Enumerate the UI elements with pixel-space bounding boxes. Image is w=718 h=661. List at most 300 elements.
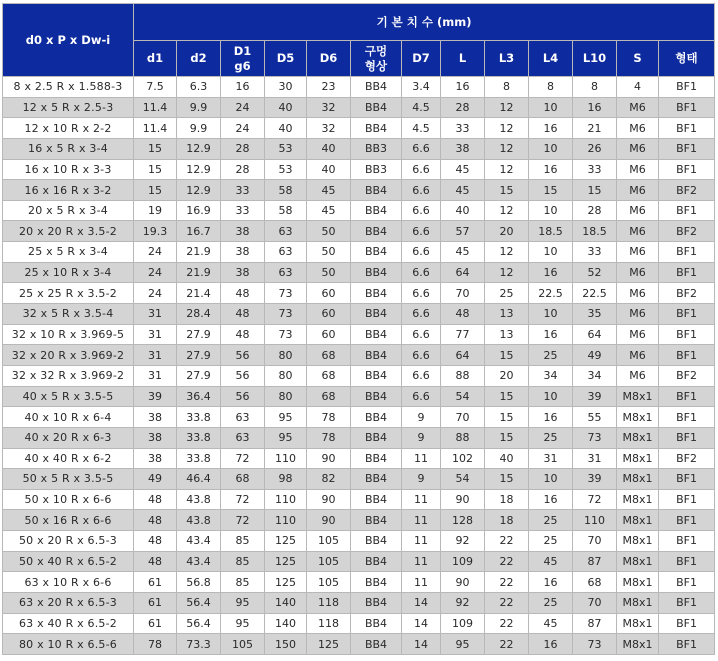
cell-D5: 98 [265,469,307,490]
cell-D6: 68 [307,386,351,407]
cell-L: 92 [441,593,485,614]
table-row [3,469,715,490]
cell-D5: 80 [265,365,307,386]
cell-S: M8x1 [617,448,659,469]
cell-D1: 48 [221,324,265,345]
cell-L3: 12 [485,138,529,159]
cell-size: 16 x 5 R x 3-4 [3,138,134,159]
cell-L: 64 [441,262,485,283]
cell-D7: 6.6 [402,365,441,386]
cell-size: 25 x 10 R x 3-4 [3,262,134,283]
cell-type: BF2 [659,180,715,201]
cell-L4: 16 [529,324,573,345]
cell-L: 45 [441,180,485,201]
cell-d1: 38 [134,448,177,469]
table-body [3,77,715,655]
cell-size: 50 x 40 R x 6.5-2 [3,551,134,572]
cell-L10: 26 [573,138,617,159]
cell-d2: 27.9 [177,324,221,345]
cell-d2: 43.4 [177,531,221,552]
cell-D6: 125 [307,634,351,655]
cell-D6: 60 [307,283,351,304]
cell-D1: 28 [221,138,265,159]
cell-D7: 6.6 [402,180,441,201]
cell-D7: 6.6 [402,242,441,263]
table-row [3,221,715,242]
cell-L: 45 [441,242,485,263]
cell-d1: 11.4 [134,118,177,139]
cell-type: BF1 [659,510,715,531]
cell-L4: 10 [529,242,573,263]
cell-type: BF2 [659,365,715,386]
cell-size: 50 x 10 R x 6-6 [3,489,134,510]
table-row [3,448,715,469]
col-header-d2: d2 [177,41,221,77]
cell-D7: 6.6 [402,138,441,159]
table-row [3,407,715,428]
cell-d2: 43.8 [177,489,221,510]
table-row [3,365,715,386]
cell-d2: 27.9 [177,365,221,386]
spec-table-container [2,3,715,655]
cell-S: M6 [617,365,659,386]
cell-type: BF1 [659,407,715,428]
cell-L4: 10 [529,386,573,407]
cell-size: 32 x 32 R x 3.969-2 [3,365,134,386]
cell-size: 32 x 5 R x 3.5-4 [3,304,134,325]
cell-S: M8x1 [617,572,659,593]
cell-L3: 20 [485,221,529,242]
cell-type: BF1 [659,324,715,345]
cell-hole-shape: BB4 [351,386,402,407]
table-row [3,159,715,180]
cell-size: 20 x 20 R x 3.5-2 [3,221,134,242]
cell-L4: 34 [529,365,573,386]
cell-size: 32 x 20 R x 3.969-2 [3,345,134,366]
cell-D6: 68 [307,365,351,386]
cell-D6: 32 [307,97,351,118]
col-header-L3: L3 [485,41,529,77]
cell-L: 57 [441,221,485,242]
cell-hole-shape: BB4 [351,324,402,345]
cell-D6: 82 [307,469,351,490]
cell-size: 63 x 20 R x 6.5-3 [3,593,134,614]
cell-size: 50 x 16 R x 6-6 [3,510,134,531]
cell-hole-shape: BB4 [351,634,402,655]
cell-D1: 28 [221,159,265,180]
cell-D1: 85 [221,572,265,593]
cell-d1: 24 [134,242,177,263]
cell-L3: 12 [485,118,529,139]
cell-d2: 43.4 [177,551,221,572]
cell-L10: 87 [573,613,617,634]
cell-D1: 72 [221,448,265,469]
cell-D7: 14 [402,613,441,634]
cell-type: BF1 [659,531,715,552]
cell-L10: 33 [573,242,617,263]
cell-D1: 38 [221,221,265,242]
cell-D5: 53 [265,138,307,159]
cell-D6: 50 [307,221,351,242]
cell-L3: 15 [485,469,529,490]
cell-D6: 105 [307,531,351,552]
table-row [3,200,715,221]
cell-hole-shape: BB4 [351,365,402,386]
cell-L10: 39 [573,469,617,490]
table-row [3,531,715,552]
cell-L4: 25 [529,427,573,448]
cell-size: 40 x 20 R x 6-3 [3,427,134,448]
cell-L: 16 [441,77,485,98]
cell-S: M8x1 [617,469,659,490]
cell-hole-shape: BB4 [351,77,402,98]
cell-L4: 16 [529,159,573,180]
cell-L4: 8 [529,77,573,98]
cell-L4: 22.5 [529,283,573,304]
cell-D6: 32 [307,118,351,139]
cell-d1: 31 [134,345,177,366]
cell-D1: 24 [221,118,265,139]
cell-hole-shape: BB4 [351,510,402,531]
cell-S: M8x1 [617,407,659,428]
cell-D6: 68 [307,345,351,366]
cell-d1: 38 [134,407,177,428]
cell-type: BF1 [659,200,715,221]
cell-D7: 6.6 [402,221,441,242]
cell-D6: 118 [307,593,351,614]
cell-d1: 39 [134,386,177,407]
cell-L3: 12 [485,262,529,283]
cell-S: M6 [617,138,659,159]
cell-d1: 31 [134,304,177,325]
col-header-D6: D6 [307,41,351,77]
cell-hole-shape: BB4 [351,200,402,221]
col-header-D7: D7 [402,41,441,77]
cell-hole-shape: BB4 [351,469,402,490]
cell-D1: 33 [221,200,265,221]
cell-S: 4 [617,77,659,98]
cell-hole-shape: BB4 [351,304,402,325]
cell-L3: 15 [485,427,529,448]
cell-size: 63 x 40 R x 6.5-2 [3,613,134,634]
cell-D5: 63 [265,242,307,263]
col-header-d1: d1 [134,41,177,77]
cell-D7: 11 [402,531,441,552]
cell-d1: 19 [134,200,177,221]
cell-d2: 6.3 [177,77,221,98]
cell-hole-shape: BB4 [351,593,402,614]
table-row [3,427,715,448]
cell-d1: 19.3 [134,221,177,242]
cell-S: M6 [617,180,659,201]
cell-D1: 95 [221,613,265,634]
cell-L4: 16 [529,572,573,593]
cell-L3: 15 [485,407,529,428]
cell-L10: 73 [573,427,617,448]
cell-size: 8 x 2.5 R x 1.588-3 [3,77,134,98]
cell-L4: 45 [529,551,573,572]
cell-L: 90 [441,572,485,593]
cell-L10: 34 [573,365,617,386]
table-row [3,304,715,325]
cell-D5: 110 [265,489,307,510]
cell-D1: 56 [221,345,265,366]
cell-L10: 18.5 [573,221,617,242]
cell-d2: 9.9 [177,118,221,139]
cell-D7: 9 [402,427,441,448]
cell-d1: 48 [134,489,177,510]
cell-D5: 110 [265,510,307,531]
cell-hole-shape: BB4 [351,531,402,552]
cell-size: 12 x 10 R x 2-2 [3,118,134,139]
cell-L3: 22 [485,572,529,593]
cell-size: 16 x 16 R x 3-2 [3,180,134,201]
cell-L4: 25 [529,531,573,552]
cell-D5: 125 [265,572,307,593]
cell-L4: 16 [529,118,573,139]
cell-L4: 15 [529,180,573,201]
cell-L: 102 [441,448,485,469]
cell-D1: 56 [221,365,265,386]
cell-D7: 6.6 [402,324,441,345]
cell-d1: 24 [134,262,177,283]
cell-D6: 90 [307,448,351,469]
cell-D1: 33 [221,180,265,201]
cell-hole-shape: BB4 [351,448,402,469]
cell-L10: 72 [573,489,617,510]
cell-L3: 12 [485,242,529,263]
cell-type: BF1 [659,138,715,159]
cell-type: BF1 [659,304,715,325]
cell-S: M8x1 [617,386,659,407]
cell-L10: 16 [573,97,617,118]
cell-size: 20 x 5 R x 3-4 [3,200,134,221]
cell-d2: 21.4 [177,283,221,304]
table-row [3,180,715,201]
cell-d1: 78 [134,634,177,655]
cell-size: 80 x 10 R x 6.5-6 [3,634,134,655]
cell-L3: 22 [485,551,529,572]
cell-d2: 56.4 [177,593,221,614]
cell-D1: 48 [221,283,265,304]
cell-D6: 40 [307,159,351,180]
cell-D7: 14 [402,593,441,614]
cell-D7: 11 [402,572,441,593]
cell-D1: 95 [221,593,265,614]
cell-d2: 46.4 [177,469,221,490]
cell-d1: 7.5 [134,77,177,98]
cell-L3: 22 [485,634,529,655]
col-header-hole-shape [351,41,402,77]
cell-L: 40 [441,200,485,221]
cell-L4: 31 [529,448,573,469]
cell-S: M6 [617,221,659,242]
cell-hole-shape: BB3 [351,138,402,159]
cell-L4: 16 [529,634,573,655]
cell-D1: 72 [221,510,265,531]
cell-d1: 61 [134,613,177,634]
cell-D1: 105 [221,634,265,655]
cell-type: BF1 [659,118,715,139]
cell-D7: 3.4 [402,77,441,98]
table-row [3,613,715,634]
cell-type: BF1 [659,572,715,593]
cell-L10: 110 [573,510,617,531]
cell-L4: 25 [529,510,573,531]
cell-S: M8x1 [617,634,659,655]
cell-L: 77 [441,324,485,345]
cell-type: BF1 [659,97,715,118]
cell-L3: 22 [485,531,529,552]
table-row [3,593,715,614]
cell-D1: 38 [221,242,265,263]
cell-d2: 43.8 [177,510,221,531]
col-header-hole-line2: 형상 [364,58,388,73]
cell-L: 48 [441,304,485,325]
cell-L: 95 [441,634,485,655]
cell-L: 64 [441,345,485,366]
cell-S: M6 [617,345,659,366]
cell-L: 109 [441,551,485,572]
cell-size: 40 x 5 R x 3.5-5 [3,386,134,407]
cell-hole-shape: BB4 [351,180,402,201]
cell-L: 88 [441,365,485,386]
cell-S: M6 [617,283,659,304]
cell-L4: 16 [529,489,573,510]
cell-size: 40 x 40 R x 6-2 [3,448,134,469]
cell-L3: 25 [485,283,529,304]
cell-type: BF1 [659,613,715,634]
cell-S: M8x1 [617,510,659,531]
cell-L3: 12 [485,97,529,118]
cell-S: M8x1 [617,531,659,552]
cell-d1: 38 [134,427,177,448]
cell-type: BF1 [659,634,715,655]
cell-L3: 8 [485,77,529,98]
cell-L4: 18.5 [529,221,573,242]
cell-hole-shape: BB4 [351,242,402,263]
cell-D5: 95 [265,427,307,448]
cell-hole-shape: BB3 [351,159,402,180]
col-header-L: L [441,41,485,77]
dimension-table [2,3,715,655]
cell-D1: 24 [221,97,265,118]
cell-D1: 85 [221,531,265,552]
cell-S: M8x1 [617,593,659,614]
cell-type: BF1 [659,489,715,510]
cell-S: M6 [617,97,659,118]
cell-D7: 6.6 [402,262,441,283]
col-header-hole-line1: 구멍 [364,43,388,58]
cell-size: 40 x 10 R x 6-4 [3,407,134,428]
cell-d2: 56.8 [177,572,221,593]
cell-S: M8x1 [617,613,659,634]
cell-d1: 11.4 [134,97,177,118]
cell-d2: 9.9 [177,97,221,118]
cell-L3: 22 [485,593,529,614]
cell-D7: 6.6 [402,283,441,304]
cell-d2: 16.9 [177,200,221,221]
cell-D6: 45 [307,180,351,201]
cell-D7: 6.6 [402,345,441,366]
cell-D5: 80 [265,386,307,407]
cell-d1: 24 [134,283,177,304]
cell-type: BF2 [659,221,715,242]
table-row [3,242,715,263]
table-row [3,345,715,366]
cell-L10: 15 [573,180,617,201]
cell-D5: 53 [265,159,307,180]
col-header-type: 형태 [659,41,715,77]
cell-D7: 11 [402,489,441,510]
table-row [3,634,715,655]
cell-D7: 4.5 [402,97,441,118]
cell-L3: 18 [485,510,529,531]
cell-D6: 60 [307,304,351,325]
cell-L: 90 [441,489,485,510]
cell-L3: 20 [485,365,529,386]
cell-D5: 73 [265,324,307,345]
cell-L10: 64 [573,324,617,345]
cell-D5: 40 [265,118,307,139]
col-header-D1 [221,41,265,77]
cell-d1: 49 [134,469,177,490]
table-row [3,510,715,531]
cell-d1: 61 [134,572,177,593]
cell-hole-shape: BB4 [351,118,402,139]
cell-L3: 15 [485,345,529,366]
cell-type: BF2 [659,283,715,304]
cell-d2: 12.9 [177,180,221,201]
cell-D6: 60 [307,324,351,345]
cell-d1: 48 [134,510,177,531]
cell-d2: 73.3 [177,634,221,655]
cell-S: M6 [617,159,659,180]
cell-L3: 18 [485,489,529,510]
cell-D5: 58 [265,180,307,201]
cell-D7: 6.6 [402,200,441,221]
cell-type: BF1 [659,77,715,98]
cell-L3: 12 [485,200,529,221]
cell-L10: 68 [573,572,617,593]
cell-d2: 12.9 [177,159,221,180]
cell-type: BF1 [659,427,715,448]
cell-D1: 68 [221,469,265,490]
cell-L3: 22 [485,613,529,634]
table-row [3,138,715,159]
table-row [3,551,715,572]
col-header-D5: D5 [265,41,307,77]
col-header-L10: L10 [573,41,617,77]
cell-L3: 15 [485,180,529,201]
cell-L: 45 [441,159,485,180]
cell-D5: 80 [265,345,307,366]
cell-d2: 56.4 [177,613,221,634]
cell-S: M6 [617,242,659,263]
cell-size: 63 x 10 R x 6-6 [3,572,134,593]
cell-type: BF1 [659,551,715,572]
cell-D6: 78 [307,407,351,428]
cell-D7: 6.6 [402,159,441,180]
cell-L10: 73 [573,634,617,655]
cell-L10: 22.5 [573,283,617,304]
cell-hole-shape: BB4 [351,407,402,428]
cell-L: 88 [441,427,485,448]
cell-D5: 63 [265,221,307,242]
cell-d1: 48 [134,551,177,572]
col-header-size: d0 x P x Dw-i [3,4,134,77]
cell-D6: 50 [307,242,351,263]
